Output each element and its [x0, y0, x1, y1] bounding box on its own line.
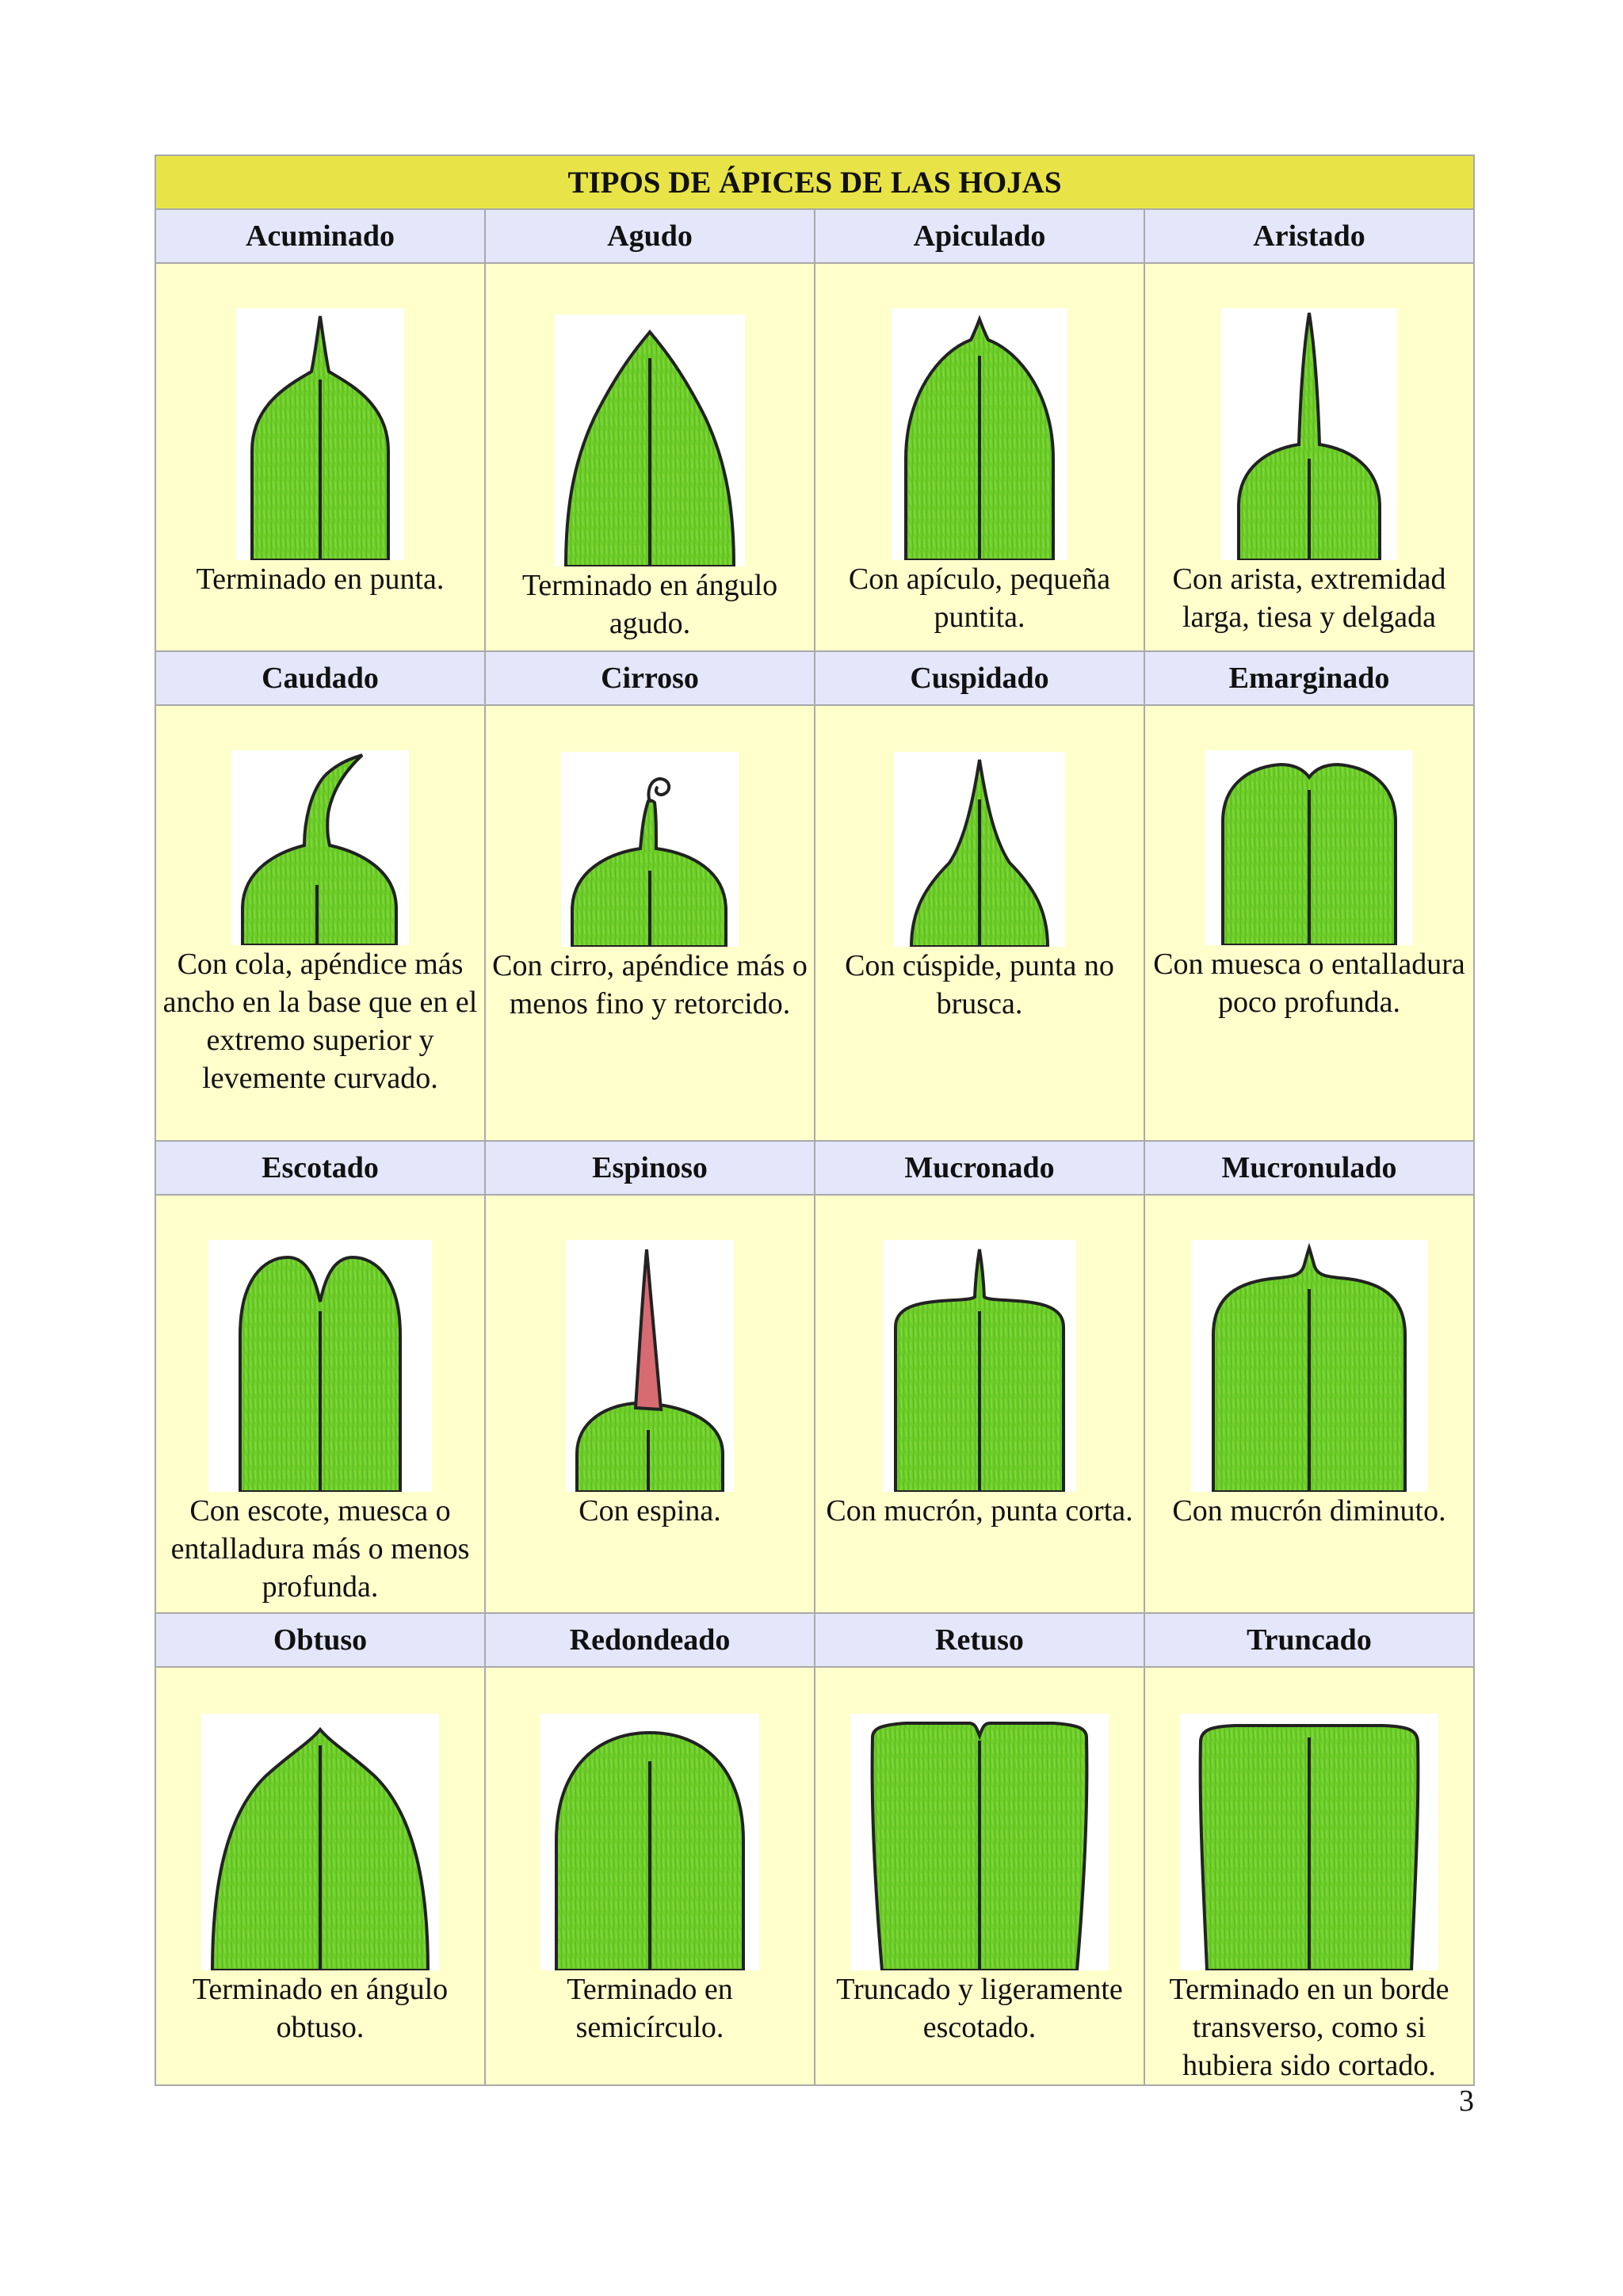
- cuspidate-leaf-icon: [894, 752, 1065, 947]
- apex-description: Con mucrón diminuto.: [1172, 1494, 1446, 1527]
- apex-name-agudo: Agudo: [485, 209, 815, 263]
- apex-name-cuspidado: Cuspidado: [815, 651, 1144, 705]
- apex-name-escotado: Escotado: [155, 1141, 485, 1195]
- apex-name-emarginado: Emarginado: [1144, 651, 1474, 705]
- apex-name-obtuso: Obtuso: [155, 1613, 485, 1667]
- apex-cell-truncado: [1144, 1667, 1474, 2085]
- apex-description: Terminado en ángulo obtuso.: [192, 1973, 449, 2044]
- apex-description: Terminado en ángulo agudo.: [521, 569, 778, 640]
- mucronate-leaf-icon: [883, 1240, 1076, 1492]
- emarginate-leaf-icon: [1205, 750, 1413, 945]
- apex-name-acuminado: Acuminado: [155, 209, 485, 263]
- leaf-apex-table: [155, 154, 1475, 2086]
- apex-description: Terminado en punta.: [196, 563, 445, 596]
- apex-name-cirroso: Cirroso: [485, 651, 815, 705]
- apex-cell-apiculado: [815, 263, 1144, 651]
- apex-description: Truncado y ligeramente escotado.: [836, 1973, 1123, 2044]
- apex-description: Con espina.: [579, 1494, 721, 1527]
- rounded-leaf-icon: [540, 1714, 759, 1970]
- apex-cell-mucronulado: [1144, 1195, 1474, 1613]
- page-number: 3: [1459, 2084, 1474, 2118]
- apiculate-leaf-icon: [892, 308, 1067, 560]
- apex-description: Con cúspide, punta no brusca.: [845, 949, 1114, 1020]
- apex-cell-mucronado: [815, 1195, 1144, 1613]
- apex-name-retuso: Retuso: [815, 1613, 1144, 1667]
- apex-description: Con arista, extremidad larga, tiesa y delgada: [1172, 563, 1446, 634]
- acute-leaf-icon: [555, 315, 745, 566]
- apex-description: Con escote, muesca o entalladura más o menos profunda.: [170, 1494, 470, 1604]
- mucronulate-leaf-icon: [1191, 1240, 1427, 1492]
- truncate-leaf-icon: [1180, 1714, 1438, 1970]
- apex-description: Con apículo, pequeña puntita.: [848, 563, 1111, 634]
- apex-description: Con cirro, apéndice más o menos fino y retorcido.: [492, 949, 808, 1020]
- apex-name-redondeado: Redondeado: [485, 1613, 815, 1667]
- apex-name-mucronulado: Mucronulado: [1144, 1141, 1474, 1195]
- acuminate-leaf-icon: [236, 308, 404, 560]
- apex-description: Con mucrón, punta corta.: [826, 1494, 1133, 1527]
- obtuse-leaf-icon: [201, 1714, 439, 1970]
- apex-name-espinoso: Espinoso: [485, 1141, 815, 1195]
- apex-name-mucronado: Mucronado: [815, 1141, 1144, 1195]
- apex-name-apiculado: Apiculado: [815, 209, 1144, 263]
- cirrose-leaf-icon: [561, 752, 739, 947]
- apex-name-aristado: Aristado: [1144, 209, 1474, 263]
- apex-cell-acuminado: [155, 263, 485, 651]
- apex-cell-obtuso: [155, 1667, 485, 2085]
- notched-leaf-icon: [208, 1240, 432, 1492]
- apex-cell-cuspidado: [815, 705, 1144, 1141]
- apex-cell-escotado: [155, 1195, 485, 1613]
- apex-cell-redondeado: [485, 1667, 815, 2085]
- caudate-leaf-icon: [231, 750, 409, 945]
- apex-cell-retuso: [815, 1667, 1144, 2085]
- spiny-leaf-icon: [566, 1240, 734, 1492]
- apex-name-truncado: Truncado: [1144, 1613, 1474, 1667]
- apex-description: Terminado en semicírculo.: [567, 1973, 733, 2044]
- apex-cell-caudado: [155, 705, 485, 1141]
- apex-name-caudado: Caudado: [155, 651, 485, 705]
- apex-cell-emarginado: [1144, 705, 1474, 1141]
- aristate-leaf-icon: [1221, 308, 1397, 560]
- apex-description: Terminado en un borde transverso, como si hubiera sido cortado.: [1169, 1973, 1449, 2082]
- apex-description: Con muesca o entalladura poco profunda.: [1153, 948, 1465, 1019]
- apex-description: Con cola, apéndice más ancho en la base que en el extremo superior y levemente curvado.: [162, 948, 478, 1095]
- retuse-leaf-icon: [850, 1714, 1109, 1970]
- apex-cell-agudo: [485, 263, 815, 651]
- apex-cell-aristado: [1144, 263, 1474, 651]
- apex-cell-cirroso: [485, 705, 815, 1141]
- apex-cell-espinoso: [485, 1195, 815, 1613]
- table-title: TIPOS DE ÁPICES DE LAS HOJAS: [155, 155, 1474, 209]
